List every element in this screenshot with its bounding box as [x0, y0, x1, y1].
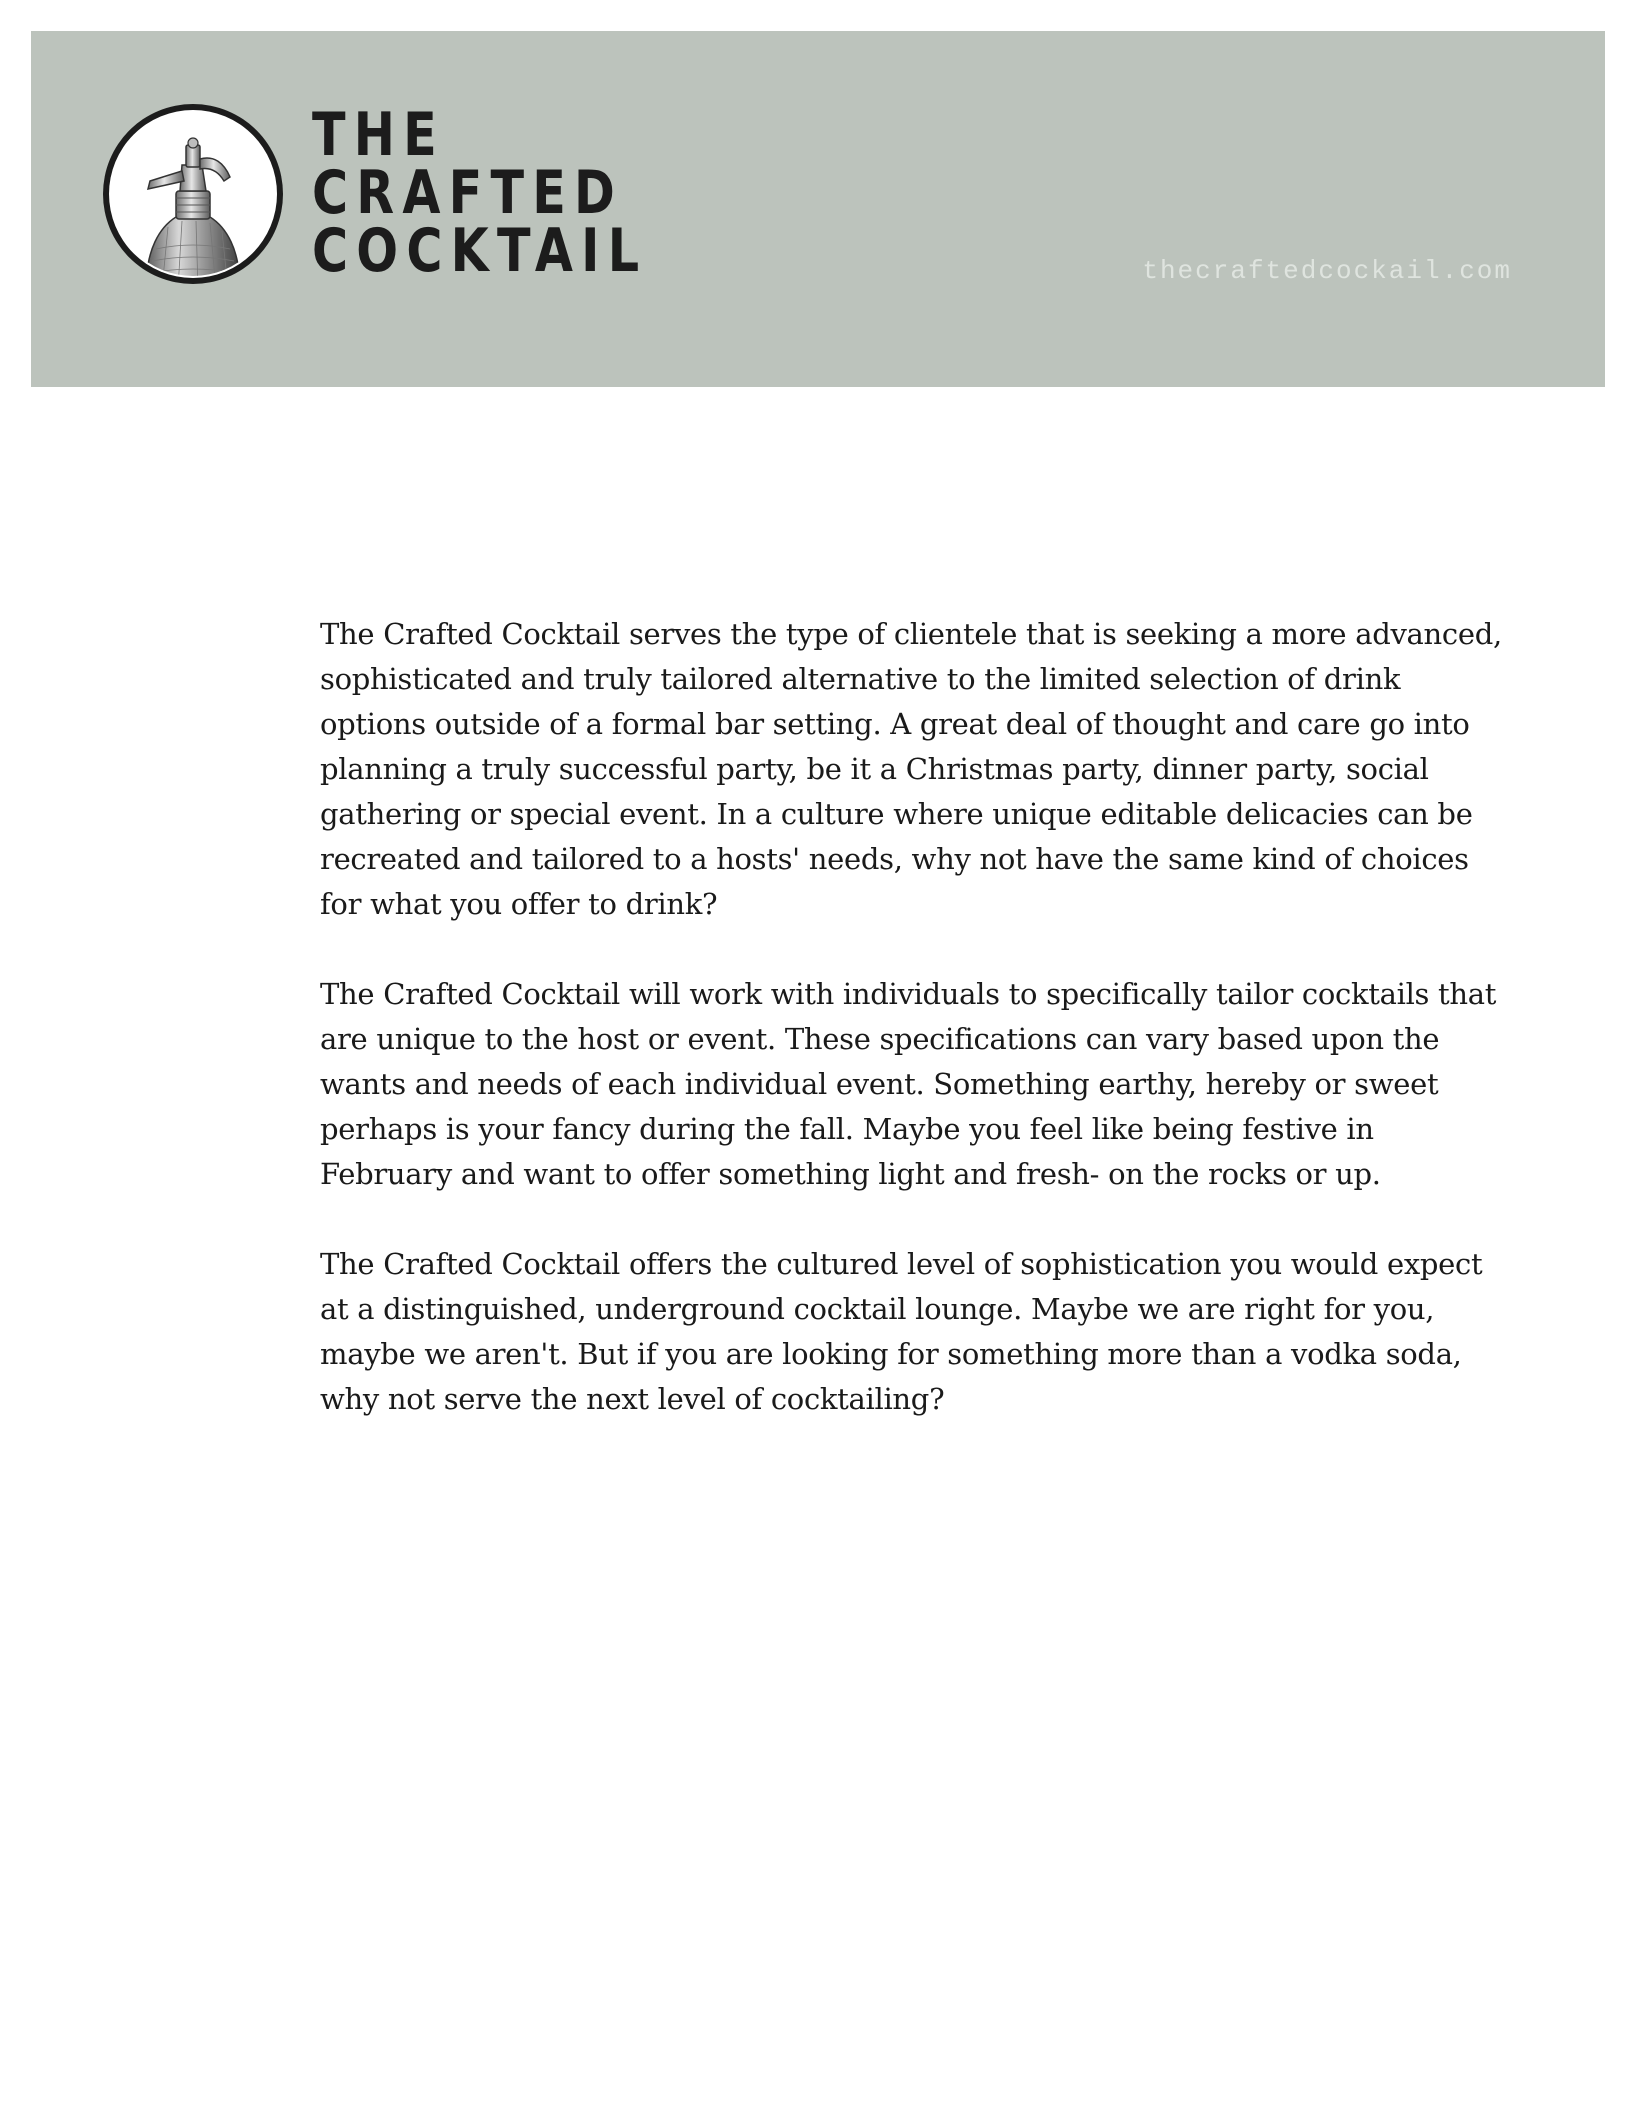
soda-siphon-icon — [98, 99, 288, 289]
services-paragraph: The Crafted Cocktail will work with individuals to specifically tailor cocktails that are unique to the host or event. These specifications can vary based upon the wants and needs of each individual event. Something earthy, hereby or sweet perhaps is your fancy during the fall. Maybe you feel like being festive in February and want to offer something light and fresh- on the rocks or up. — [320, 977, 1497, 1191]
brand-line-2: CRAFTED — [312, 158, 624, 228]
brand-line-3: COCKTAIL — [312, 216, 648, 286]
closing-paragraph: The Crafted Cocktail offers the cultured level of sophistication you would expect at a distinguished, underground cocktail lounge. Maybe we are right for you, maybe we aren't. But if you are looking for something more than a vodka soda, why not serve the next level of cocktailing? — [320, 1247, 1483, 1416]
intro-paragraph: The Crafted Cocktail serves the type of clientele that is seeking a more advanced, sophisticated and truly tailored alternative to the limited selection of drink options outside of a formal bar setting. A great deal of thought and care go into planning a truly successful party, be it a Christmas party, dinner party, social gathering or special event. In a culture where unique editable delicacies can be recreated and tailored to a hosts' needs, why not have the same kind of choices for what you offer to drink? — [320, 617, 1502, 921]
brand-name — [312, 100, 648, 286]
website-url: thecraftedcockail.com — [1142, 256, 1512, 286]
body-text — [320, 612, 1510, 1467]
brand-line-1: THE — [312, 100, 445, 170]
